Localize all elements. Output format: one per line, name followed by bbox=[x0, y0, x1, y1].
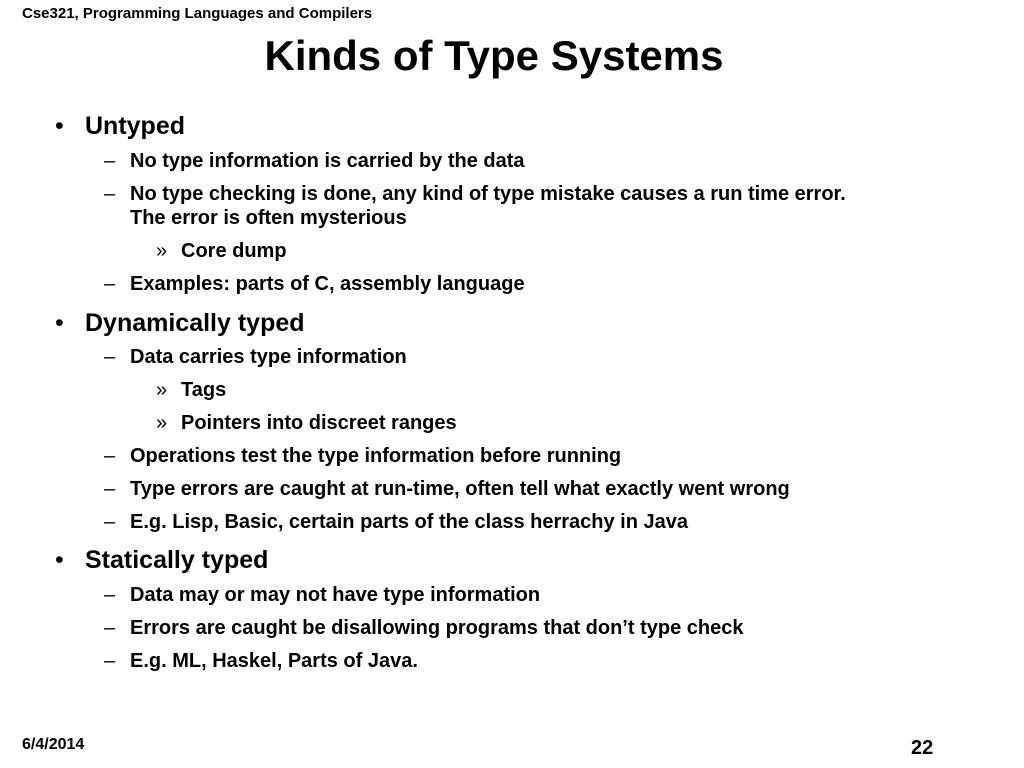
section-heading-dynamically-typed: Dynamically typed bbox=[85, 309, 305, 337]
level2-dash: – bbox=[104, 273, 116, 295]
level3-arrow: » bbox=[156, 412, 168, 434]
level2-dash: – bbox=[104, 650, 116, 672]
level2-dash: – bbox=[104, 478, 116, 500]
level2-dash: – bbox=[104, 617, 116, 639]
dynamic-point-runtime-errors: Type errors are caught at run-time, often tell what exactly went wrong bbox=[130, 478, 790, 500]
level1-bullet: • bbox=[55, 546, 64, 574]
dynamic-point-operations-test: Operations test the type information before running bbox=[130, 445, 622, 467]
static-point-examples: E.g. ML, Haskel, Parts of Java. bbox=[130, 650, 418, 672]
dynamic-point-examples: E.g. Lisp, Basic, certain parts of the class herrachy in Java bbox=[130, 511, 689, 533]
level1-bullet: • bbox=[55, 112, 64, 140]
slide-number: 22 bbox=[911, 737, 934, 759]
untyped-point-no-checking: No type checking is done, any kind of type mistake causes a run time error. bbox=[130, 183, 846, 205]
untyped-point-no-type-info: No type information is carried by the data bbox=[130, 150, 525, 172]
dynamic-point-data-carries-type: Data carries type information bbox=[130, 346, 407, 368]
dynamic-subpoint-pointers: Pointers into discreet ranges bbox=[181, 412, 457, 434]
section-heading-untyped: Untyped bbox=[85, 112, 185, 140]
level2-dash: – bbox=[104, 150, 116, 172]
dynamic-subpoint-tags: Tags bbox=[181, 379, 227, 401]
section-heading-statically-typed: Statically typed bbox=[85, 546, 269, 574]
footer-date: 6/4/2014 bbox=[22, 736, 85, 753]
course-header: Cse321, Programming Languages and Compilers bbox=[22, 5, 373, 22]
level3-arrow: » bbox=[156, 379, 168, 401]
static-point-data-may-have-type: Data may or may not have type information bbox=[130, 584, 541, 606]
level1-bullet: • bbox=[55, 309, 64, 337]
static-point-errors-caught: Errors are caught be disallowing programs that don’t type check bbox=[130, 617, 744, 639]
level2-dash: – bbox=[104, 346, 116, 368]
level3-arrow: » bbox=[156, 240, 168, 262]
untyped-subpoint-core-dump: Core dump bbox=[181, 240, 287, 262]
slide-title: Kinds of Type Systems bbox=[264, 32, 724, 79]
untyped-point-examples: Examples: parts of C, assembly language bbox=[130, 273, 525, 295]
level2-dash: – bbox=[104, 183, 116, 205]
level2-dash: – bbox=[104, 445, 116, 467]
level2-dash: – bbox=[104, 511, 116, 533]
untyped-point-no-checking-continued: The error is often mysterious bbox=[130, 207, 407, 229]
level2-dash: – bbox=[104, 584, 116, 606]
